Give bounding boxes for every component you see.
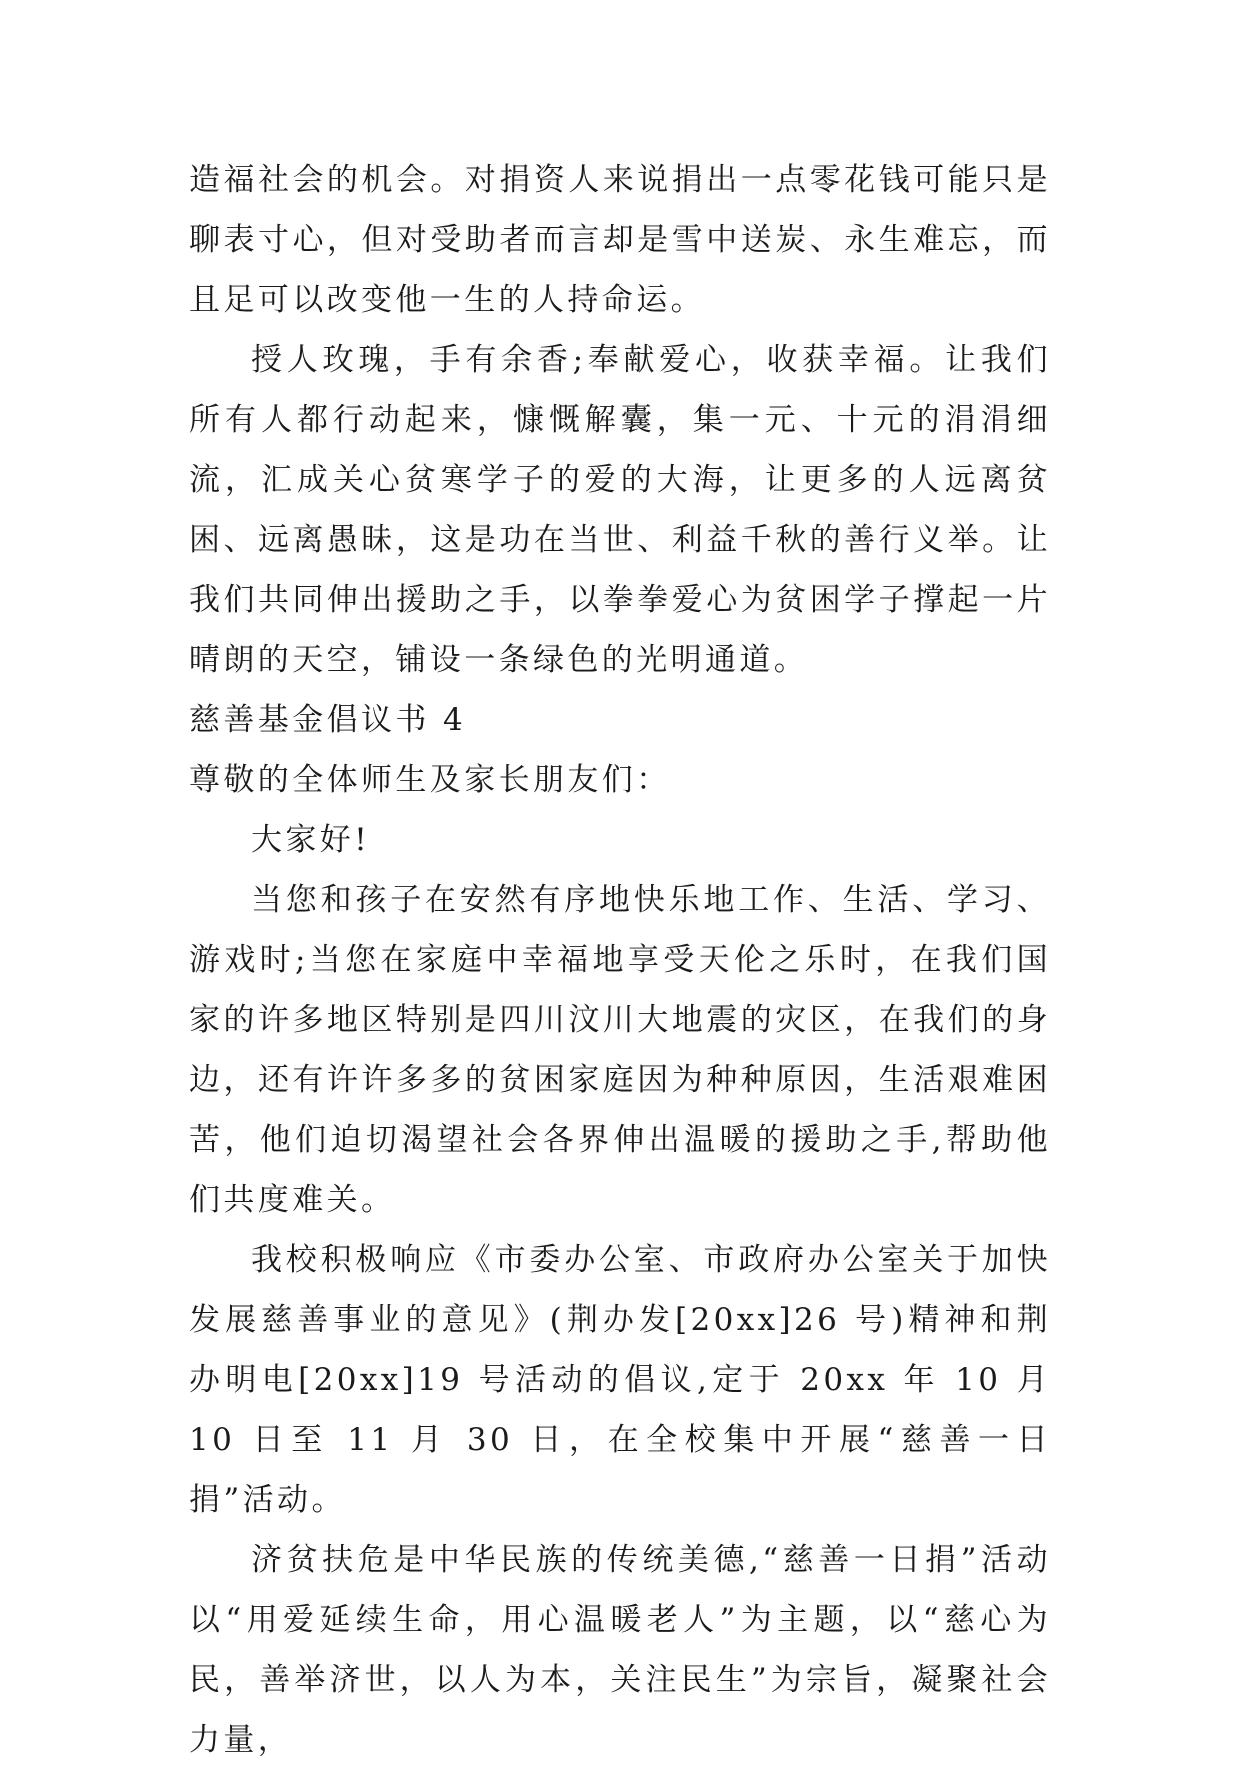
document-body bbox=[189, 150, 1051, 1770]
paragraph-announcement: 我校积极响应《市委办公室、市政府办公室关于加快发展慈善事业的意见》(荆办发[20xx]26 号)精神和荆办明电[20xx]19 号活动的倡议,定于 20xx 年 10 月 10 日至 11 月 30 日，在全校集中开展“慈善一日捐”活动。 bbox=[189, 1242, 1051, 1518]
paragraph-appeal: 当您和孩子在安然有序地快乐地工作、生活、学习、游戏时;当您在家庭中幸福地享受天伦之乐时，在我们国家的许多地区特别是四川汶川大地震的灾区，在我们的身边，还有许许多多的贫困家庭因为种种原因，生活艰难困苦，他们迫切渴望社会各界伸出温暖的援助之手,帮助他们共度难关。 bbox=[189, 882, 1051, 1218]
greeting: 大家好! bbox=[251, 822, 371, 858]
paragraph-continued: 造福社会的机会。对捐资人来说捐出一点零花钱可能只是聊表寸心，但对受助者而言却是雪中送炭、永生难忘，而且足可以改变他一生的人持命运。 bbox=[189, 162, 1051, 318]
salutation: 尊敬的全体师生及家长朋友们： bbox=[189, 762, 671, 798]
section-title: 慈善基金倡议书 4 bbox=[189, 702, 467, 738]
paragraph-roses: 授人玫瑰，手有余香;奉献爱心，收获幸福。让我们所有人都行动起来，慷慨解囊，集一元、十元的涓涓细流，汇成关心贫寒学子的爱的大海，让更多的人远离贫困、远离愚昧，这是功在当世、利益千秋的善行义举。让我们共同伸出援助之手，以拳拳爱心为贫困学子撑起一片晴朗的天空，铺设一条绿色的光明通道。 bbox=[189, 342, 1051, 678]
paragraph-purpose: 济贫扶危是中华民族的传统美德,“慈善一日捐”活动以“用爱延续生命，用心温暖老人”为主题，以“慈心为民，善举济世，以人为本，关注民生”为宗旨，凝聚社会力量， bbox=[189, 1542, 1051, 1758]
